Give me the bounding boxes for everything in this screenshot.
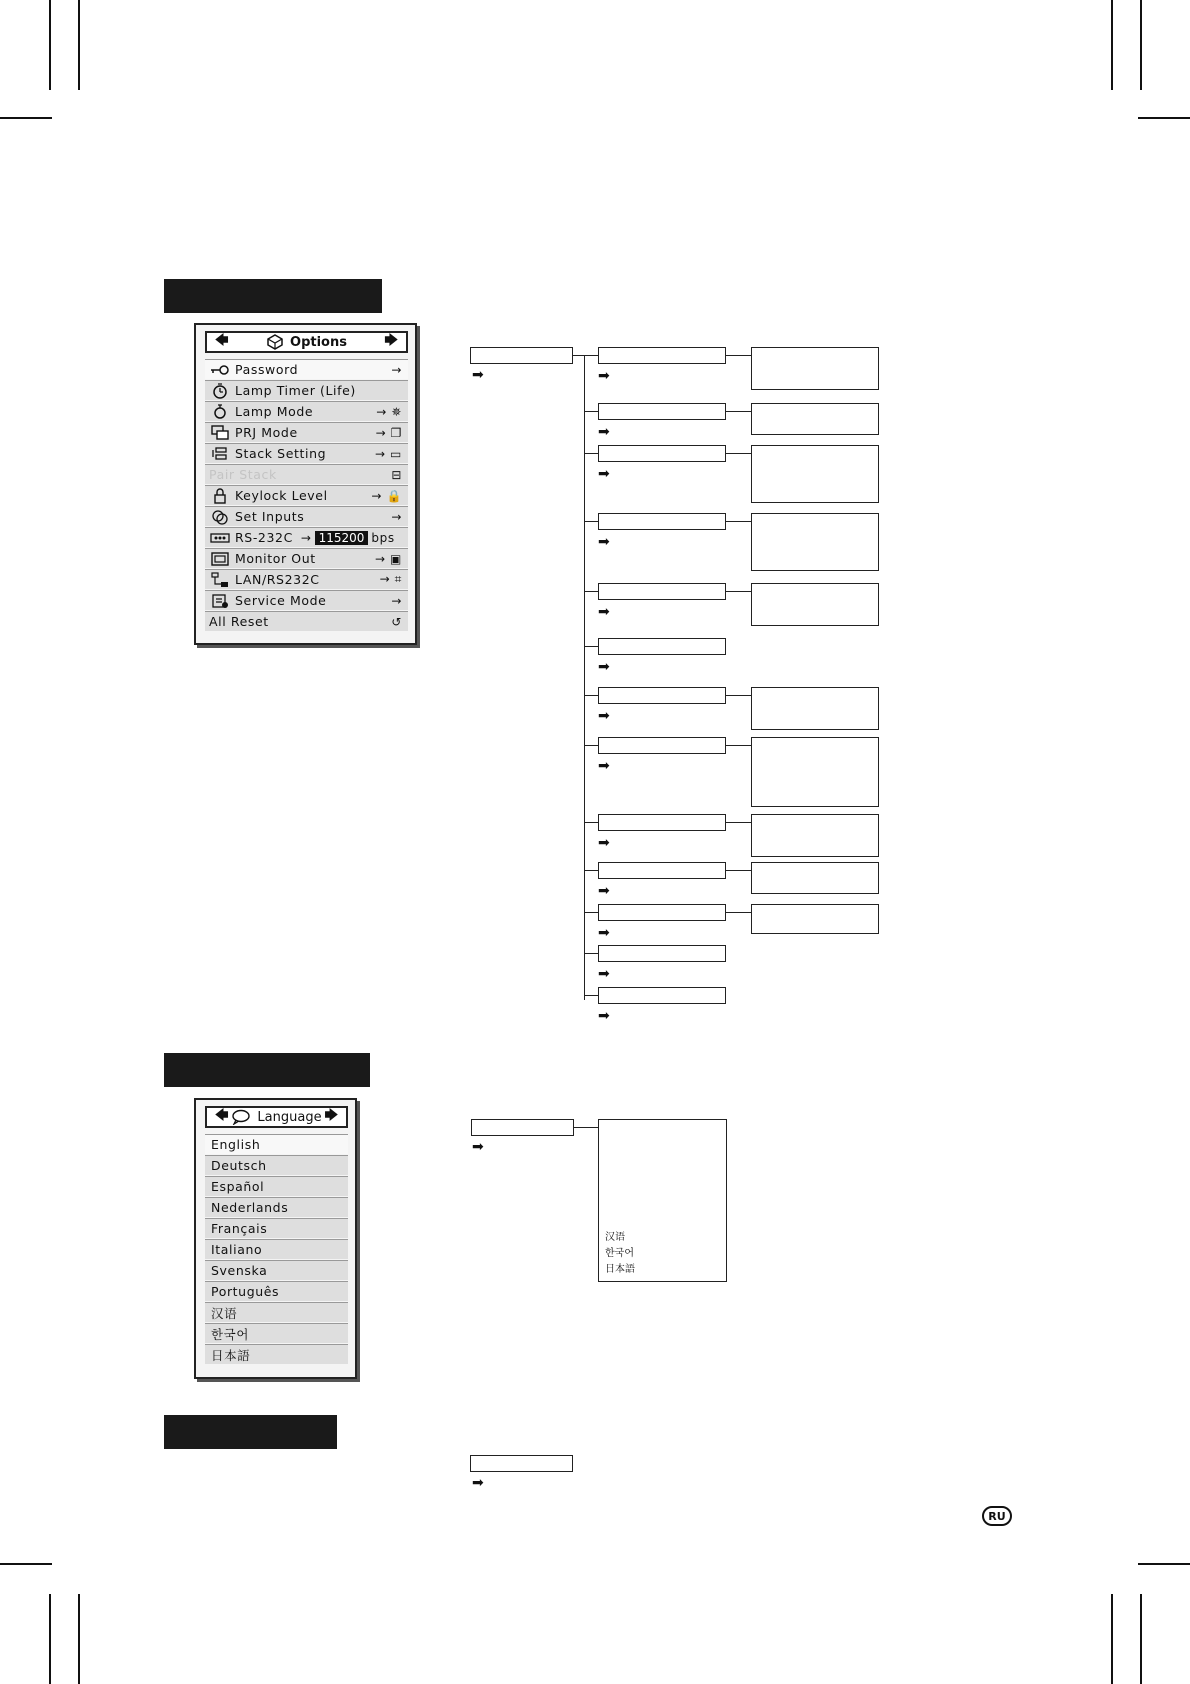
language-item[interactable]: Svenska	[205, 1260, 348, 1280]
connector-line	[585, 411, 598, 412]
menu-item-lan-rs232c[interactable]: LAN/RS232C → ⌗	[205, 569, 408, 589]
connector-line	[585, 355, 598, 356]
inputs-icon	[209, 509, 231, 525]
flow-arrow-icon: ➡	[598, 708, 610, 724]
tree-item-box	[598, 445, 726, 462]
connector-line	[585, 745, 598, 746]
menu-item-lamp-timer[interactable]: Lamp Timer (Life)	[205, 380, 408, 400]
language-option: 日本語	[605, 1264, 635, 1275]
language-menu-header	[205, 1106, 348, 1128]
language-menu	[194, 1098, 357, 1379]
language-list-box	[598, 1119, 727, 1282]
options-menu	[194, 323, 417, 645]
connector-line	[584, 355, 585, 1000]
serial-port-icon	[209, 533, 231, 543]
flow-arrow-icon: ➡	[598, 925, 610, 941]
connector-line	[585, 870, 598, 871]
connector-line	[585, 453, 598, 454]
tree-option-box	[751, 814, 879, 857]
flow-arrow-icon: ➡	[598, 368, 610, 384]
reset-icon: ↺	[391, 614, 402, 629]
menu-item-prj-mode[interactable]: PRJ Mode → ❐	[205, 422, 408, 442]
crop-mark	[1111, 1594, 1113, 1684]
tree-item-box	[598, 638, 726, 655]
menu-item-password[interactable]: Password →	[205, 359, 408, 379]
stack-icon	[209, 446, 231, 462]
connector-line	[585, 591, 598, 592]
tree-item-box	[598, 347, 726, 364]
language-item[interactable]: Deutsch	[205, 1155, 348, 1175]
language-item[interactable]: Nederlands	[205, 1197, 348, 1217]
baud-rate-value: 115200	[315, 531, 369, 545]
connector-line	[726, 822, 751, 823]
connector-line	[726, 591, 751, 592]
section-header-third	[164, 1415, 337, 1449]
language-item[interactable]: Français	[205, 1218, 348, 1238]
flow-arrow-icon: ➡	[472, 367, 484, 383]
connector-line	[585, 953, 598, 954]
menu-item-set-inputs[interactable]: Set Inputs →	[205, 506, 408, 526]
lamp-icon	[209, 404, 231, 420]
connector-line	[726, 745, 751, 746]
section-header-language	[164, 1053, 370, 1087]
connector-line	[726, 411, 751, 412]
connector-line	[585, 822, 598, 823]
section-header-options	[164, 279, 382, 313]
tree-option-box	[751, 403, 879, 435]
connector-line	[726, 521, 751, 522]
crop-mark	[1138, 1563, 1190, 1565]
tree-option-box	[751, 583, 879, 626]
language-list	[605, 1230, 635, 1278]
options-menu-header	[205, 331, 408, 353]
menu-item-pair-stack: Pair Stack ⊟	[205, 464, 408, 484]
language-item[interactable]: 日本語	[205, 1344, 348, 1364]
tree-option-box	[751, 737, 879, 807]
tree-option-box	[751, 687, 879, 730]
flow-arrow-icon: ➡	[598, 534, 610, 550]
language-item[interactable]: Português	[205, 1281, 348, 1301]
language-item[interactable]: Español	[205, 1176, 348, 1196]
monitor-icon	[209, 552, 231, 566]
menu-item-all-reset[interactable]: All Reset ↺	[205, 611, 408, 631]
menu-item-service-mode[interactable]: Service Mode →	[205, 590, 408, 610]
flow-arrow-icon: ➡	[598, 466, 610, 482]
language-code-badge: RU	[982, 1506, 1012, 1526]
crop-mark	[1138, 117, 1190, 119]
tree-option-box	[751, 347, 879, 390]
language-item[interactable]: 한국어	[205, 1323, 348, 1343]
tree-item-box	[598, 945, 726, 962]
flow-arrow-icon: ➡	[598, 883, 610, 899]
arrow-left-icon[interactable]: 🡄	[215, 1108, 229, 1123]
crop-mark	[1140, 0, 1142, 90]
flow-arrow-icon: ➡	[598, 1008, 610, 1024]
connector-line	[574, 1127, 598, 1128]
tree-option-box	[751, 862, 879, 894]
lock-icon	[209, 488, 231, 504]
tree-item-box	[598, 583, 726, 600]
flow-arrow-icon: ➡	[598, 604, 610, 620]
menu-item-stack-setting[interactable]: Stack Setting → ▭	[205, 443, 408, 463]
arrow-left-icon[interactable]: 🡄	[215, 333, 229, 348]
network-icon	[209, 572, 231, 588]
tree-item-box	[598, 403, 726, 420]
connector-line	[585, 912, 598, 913]
crop-mark	[1140, 1594, 1142, 1684]
menu-item-lamp-mode[interactable]: Lamp Mode → ✵	[205, 401, 408, 421]
flow-arrow-icon: ➡	[598, 424, 610, 440]
tree-root-box	[470, 347, 573, 364]
options-title: Options	[266, 334, 347, 350]
flow-arrow-icon: ➡	[598, 659, 610, 675]
menu-item-keylock-level[interactable]: Keylock Level → 🔒	[205, 485, 408, 505]
flow-arrow-icon: ➡	[472, 1475, 484, 1491]
tree-item-box	[598, 862, 726, 879]
connector-line	[585, 995, 598, 996]
language-item[interactable]: Italiano	[205, 1239, 348, 1259]
service-icon	[209, 593, 231, 609]
connector-line	[585, 695, 598, 696]
flow-arrow-icon: ➡	[472, 1139, 484, 1155]
language-item[interactable]: 汉语	[205, 1302, 348, 1322]
language-item[interactable]: English	[205, 1134, 348, 1154]
language-option: 汉语	[605, 1232, 625, 1243]
tree-item-box	[598, 513, 726, 530]
menu-item-rs232c[interactable]: RS-232C → 115200 bps	[205, 527, 408, 547]
menu-item-monitor-out[interactable]: Monitor Out → ▣	[205, 548, 408, 568]
connector-line	[585, 521, 598, 522]
crop-mark	[49, 1594, 51, 1684]
connector-line	[585, 646, 598, 647]
tree-item-box	[598, 687, 726, 704]
language-root-box	[471, 1119, 574, 1136]
crop-mark	[78, 1594, 80, 1684]
tree-item-box	[598, 904, 726, 921]
flow-arrow-icon: ➡	[598, 835, 610, 851]
clock-icon	[209, 383, 231, 399]
crop-mark	[1111, 0, 1113, 90]
tree-item-box	[598, 987, 726, 1004]
language-title: Language	[231, 1109, 321, 1125]
tree-item-box	[598, 814, 726, 831]
key-icon	[209, 364, 231, 376]
crop-mark	[49, 0, 51, 90]
language-option: 한국어	[605, 1248, 634, 1259]
third-root-box	[470, 1455, 573, 1472]
tree-option-box	[751, 445, 879, 503]
tree-item-box	[598, 737, 726, 754]
speech-bubble-icon	[231, 1109, 251, 1125]
tree-option-box	[751, 904, 879, 934]
options-icon	[266, 334, 284, 350]
connector-line	[726, 695, 751, 696]
arrow-right-icon[interactable]: 🡆	[324, 1108, 338, 1123]
connector-line	[726, 453, 751, 454]
arrow-right-icon[interactable]: 🡆	[384, 333, 398, 348]
tree-option-box	[751, 513, 879, 571]
crop-mark	[0, 1563, 52, 1565]
screens-icon	[209, 425, 231, 441]
baud-rate-unit: bps	[371, 530, 395, 545]
crop-mark	[78, 0, 80, 90]
flow-arrow-icon: ➡	[598, 758, 610, 774]
connector-line	[726, 912, 751, 913]
flow-arrow-icon: ➡	[598, 966, 610, 982]
connector-line	[726, 355, 751, 356]
crop-mark	[0, 117, 52, 119]
connector-line	[726, 870, 751, 871]
